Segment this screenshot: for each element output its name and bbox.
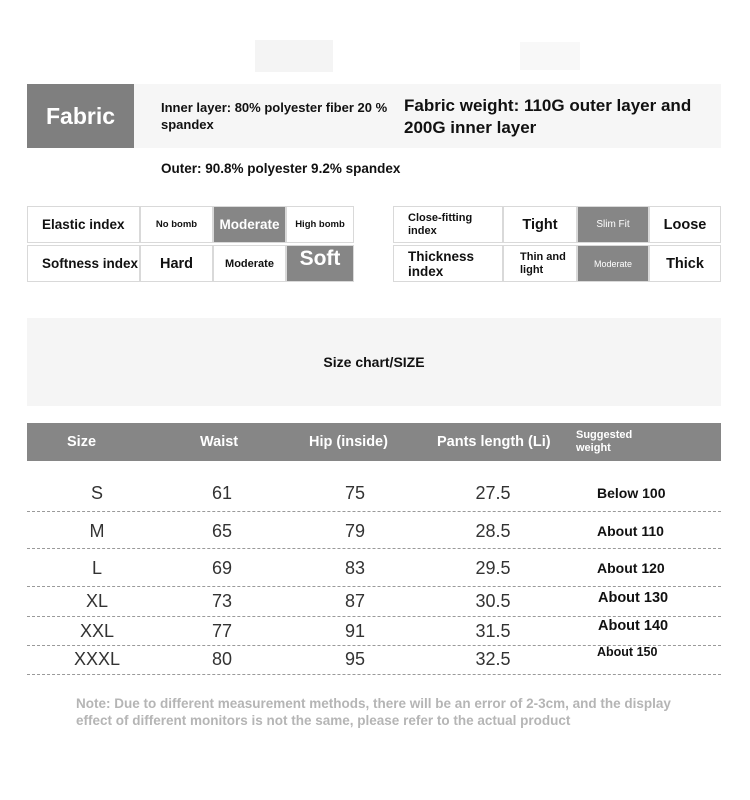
thickness-index-label: Thickness index xyxy=(393,245,503,282)
cell-hip: 79 xyxy=(344,520,366,541)
cell-length: 29.5 xyxy=(475,557,511,578)
cell-size: XXXL xyxy=(73,648,121,669)
cell-hip: 83 xyxy=(344,557,366,578)
cell-waist: 61 xyxy=(211,482,233,503)
elastic-option-high-bomb: High bomb xyxy=(286,206,354,243)
row-divider xyxy=(27,511,721,512)
thickness-option-thin-light: Thin and light xyxy=(503,245,577,282)
table-row xyxy=(27,551,721,585)
cell-size: XXL xyxy=(79,620,115,641)
table-row xyxy=(27,514,721,548)
cell-weight: About 110 xyxy=(597,523,664,539)
header-pants-length: Pants length (Li) xyxy=(437,434,551,450)
cell-length: 32.5 xyxy=(475,648,511,669)
cell-weight: About 150 xyxy=(597,645,658,659)
elastic-option-no-bomb: No bomb xyxy=(140,206,213,243)
cell-hip: 95 xyxy=(344,648,366,669)
cell-length: 30.5 xyxy=(475,590,511,611)
close-fitting-option-tight: Tight xyxy=(503,206,577,243)
top-smudge-left xyxy=(255,40,333,72)
top-smudge-right xyxy=(520,42,580,70)
thickness-option-moderate: Moderate xyxy=(577,245,649,282)
elastic-index-label: Elastic index xyxy=(27,206,140,243)
table-row xyxy=(27,476,721,510)
cell-waist: 65 xyxy=(211,520,233,541)
cell-weight: Below 100 xyxy=(597,485,666,501)
cell-size: L xyxy=(91,557,102,578)
row-divider xyxy=(27,548,721,549)
header-suggested-weight: Suggested weight xyxy=(576,429,633,454)
cell-size: M xyxy=(89,520,105,541)
cell-waist: 73 xyxy=(211,590,233,611)
cell-hip: 91 xyxy=(344,620,366,641)
close-fitting-option-loose: Loose xyxy=(649,206,721,243)
cell-length: 27.5 xyxy=(475,482,511,503)
fabric-weight-text: Fabric weight: 110G outer layer and 200G inner layer xyxy=(404,96,692,137)
softness-index-label: Softness index xyxy=(27,245,140,282)
outer-layer-text: Outer: 90.8% polyester 9.2% spandex xyxy=(161,161,401,176)
cell-waist: 77 xyxy=(211,620,233,641)
cell-weight: About 130 xyxy=(598,590,669,606)
cell-size: XL xyxy=(85,590,109,611)
cell-weight: About 120 xyxy=(597,560,665,576)
cell-waist: 80 xyxy=(211,648,233,669)
close-fitting-option-slim-fit: Slim Fit xyxy=(577,206,649,243)
measurement-note: Note: Due to different measurement methods, there will be an error of 2-3cm, and the display effect of different monitors is not the same, please refer to the actual product xyxy=(76,696,671,728)
softness-option-moderate: Moderate xyxy=(213,245,286,282)
header-hip: Hip (inside) xyxy=(309,434,388,450)
cell-weight: About 140 xyxy=(598,618,669,634)
cell-hip: 75 xyxy=(344,482,366,503)
softness-option-hard: Hard xyxy=(140,245,213,282)
cell-waist: 69 xyxy=(211,557,233,578)
size-table-header xyxy=(27,423,721,461)
cell-length: 28.5 xyxy=(475,520,511,541)
softness-option-soft: Soft xyxy=(286,245,354,282)
cell-hip: 87 xyxy=(344,590,366,611)
size-chart-title xyxy=(27,318,721,406)
elastic-option-moderate: Moderate xyxy=(213,206,286,243)
cell-size: S xyxy=(90,482,103,503)
fabric-tag: Fabric xyxy=(27,84,134,148)
inner-layer-text: Inner layer: 80% polyester fiber 20 % spandex xyxy=(161,100,388,132)
size-chart-title-text: Size chart/SIZE xyxy=(323,354,425,370)
header-size: Size xyxy=(67,434,97,450)
cell-length: 31.5 xyxy=(475,620,511,641)
header-waist: Waist xyxy=(200,434,239,450)
close-fitting-index-label: Close-fitting index xyxy=(393,206,503,243)
thickness-option-thick: Thick xyxy=(649,245,721,282)
table-row xyxy=(27,645,721,673)
table-row xyxy=(27,587,721,615)
row-divider xyxy=(27,674,721,675)
